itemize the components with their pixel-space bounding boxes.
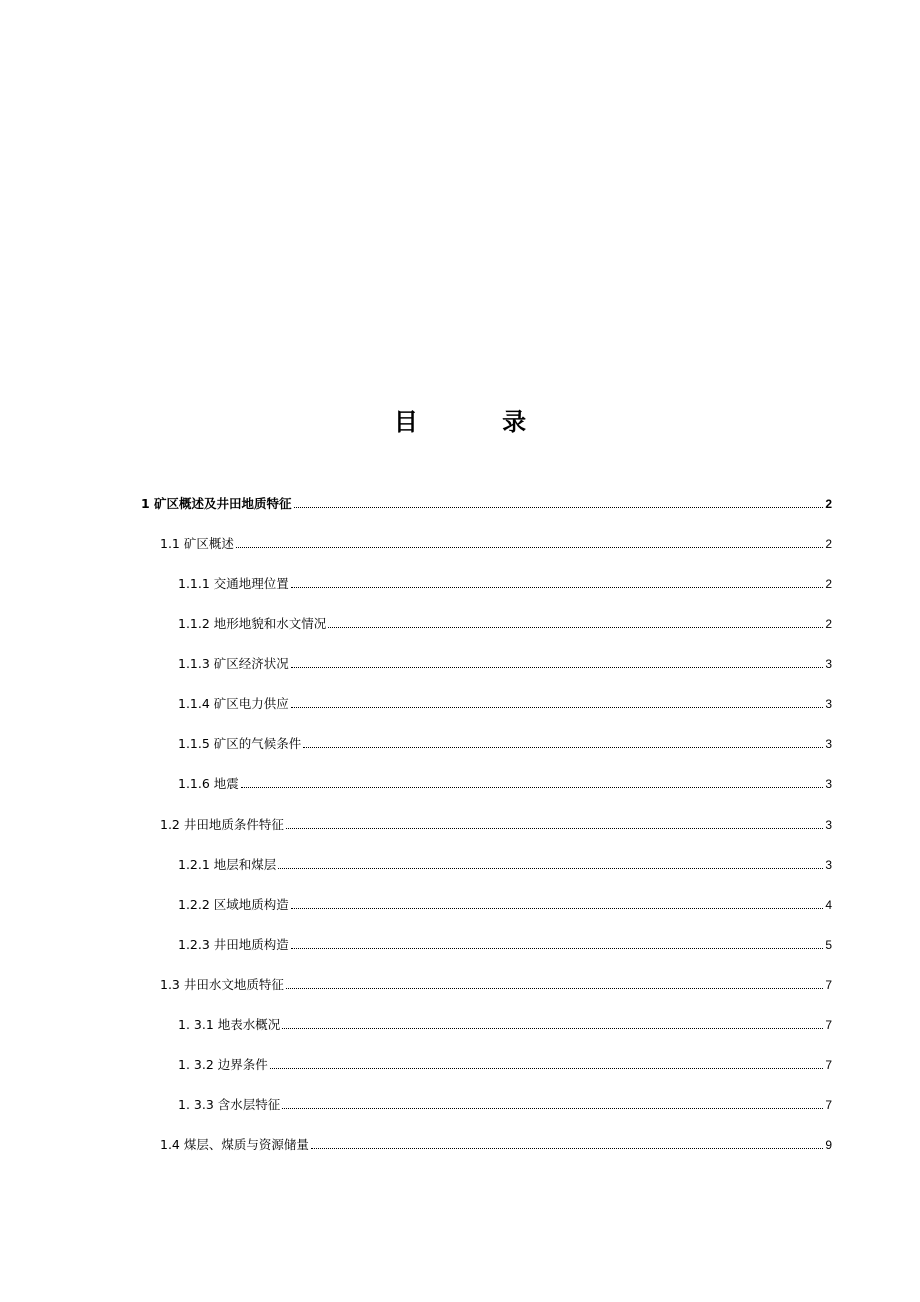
dot-leader bbox=[278, 868, 823, 869]
toc-entry-label: 1. 3.1 地表水概况 bbox=[178, 1017, 281, 1032]
toc-entry-label: 1. 3.3 含水层特征 bbox=[178, 1097, 281, 1112]
toc-entry-page: 7 bbox=[825, 1058, 832, 1072]
toc-entry-1-3[interactable] bbox=[160, 973, 832, 993]
toc-entry-label: 1.1.5 矿区的气候条件 bbox=[178, 736, 302, 751]
dot-leader bbox=[328, 627, 823, 628]
toc-entry-1-2[interactable] bbox=[160, 813, 832, 833]
toc-entry-1-2-1[interactable] bbox=[178, 853, 832, 873]
toc-entry-1-1-6[interactable] bbox=[178, 772, 832, 792]
toc-entry-label: 1.2.2 区域地质构造 bbox=[178, 897, 289, 912]
dot-leader bbox=[241, 787, 824, 788]
toc-entry-label: 1.1 矿区概述 bbox=[160, 536, 234, 551]
dot-leader bbox=[282, 1028, 823, 1029]
dot-leader bbox=[270, 1068, 824, 1069]
dot-leader bbox=[286, 988, 823, 989]
toc-entry-1-3-1[interactable] bbox=[178, 1013, 832, 1033]
toc-entry-page: 3 bbox=[825, 697, 832, 711]
toc-entry-page: 3 bbox=[825, 777, 832, 791]
toc-entry-1-1-3[interactable] bbox=[178, 652, 832, 672]
toc-entry-1-1[interactable] bbox=[160, 532, 832, 552]
dot-leader bbox=[286, 828, 823, 829]
toc-entry-label: 1.1.6 地震 bbox=[178, 776, 239, 791]
toc-entry-page: 2 bbox=[825, 497, 832, 511]
dot-leader bbox=[291, 948, 824, 949]
toc-entry-1-2-3[interactable] bbox=[178, 933, 832, 953]
dot-leader bbox=[236, 547, 823, 548]
toc-entry-1-1-5[interactable] bbox=[178, 732, 832, 752]
toc-entry-page: 7 bbox=[825, 1098, 832, 1112]
toc-entry-1-4[interactable] bbox=[160, 1133, 832, 1153]
toc-entry-label: 1.2.1 地层和煤层 bbox=[178, 857, 277, 872]
toc-entry-page: 2 bbox=[825, 617, 832, 631]
toc-entry-1-1-4[interactable] bbox=[178, 692, 832, 712]
toc-entry-label: 1.2.3 井田地质构造 bbox=[178, 937, 289, 952]
toc-entry-page: 3 bbox=[825, 737, 832, 751]
toc-entry-label: 1.1.4 矿区电力供应 bbox=[178, 696, 289, 711]
toc-entry-page: 5 bbox=[825, 938, 832, 952]
toc-entry-page: 2 bbox=[825, 537, 832, 551]
toc-entry-1-1-2[interactable] bbox=[178, 612, 832, 632]
toc-entry-page: 4 bbox=[825, 898, 832, 912]
toc-entry-label: 1 矿区概述及井田地质特征 bbox=[141, 496, 292, 511]
toc-entry-label: 1.1.3 矿区经济状况 bbox=[178, 656, 289, 671]
toc-title: 目 录 bbox=[393, 408, 565, 436]
dot-leader bbox=[291, 908, 824, 909]
toc-entry-label: 1.1.2 地形地貌和水文情况 bbox=[178, 616, 327, 631]
dot-leader bbox=[291, 707, 824, 708]
toc-entry-label: 1.1.1 交通地理位置 bbox=[178, 576, 289, 591]
toc-entry-label: 1.2 井田地质条件特征 bbox=[160, 817, 284, 832]
dot-leader bbox=[282, 1108, 823, 1109]
toc-entry-page: 7 bbox=[825, 1018, 832, 1032]
toc-entry-page: 3 bbox=[825, 818, 832, 832]
dot-leader bbox=[291, 587, 824, 588]
dot-leader bbox=[291, 667, 824, 668]
toc-entry-label: 1. 3.2 边界条件 bbox=[178, 1057, 268, 1072]
dot-leader bbox=[311, 1148, 823, 1149]
toc-entry-label: 1.4 煤层、煤质与资源储量 bbox=[160, 1137, 309, 1152]
toc-entry-label: 1.3 井田水文地质特征 bbox=[160, 977, 284, 992]
toc-entry-page: 3 bbox=[825, 858, 832, 872]
toc-entry-1-3-3[interactable] bbox=[178, 1093, 832, 1113]
toc-entry-page: 2 bbox=[825, 577, 832, 591]
toc-entry-1-2-2[interactable] bbox=[178, 893, 832, 913]
toc-entry-1[interactable] bbox=[141, 492, 832, 512]
dot-leader bbox=[294, 507, 824, 508]
toc-entry-page: 9 bbox=[825, 1138, 832, 1152]
toc-entry-page: 7 bbox=[825, 978, 832, 992]
toc-entry-page: 3 bbox=[825, 657, 832, 671]
toc-entry-1-1-1[interactable] bbox=[178, 572, 832, 592]
toc-entry-1-3-2[interactable] bbox=[178, 1053, 832, 1073]
dot-leader bbox=[303, 747, 823, 748]
